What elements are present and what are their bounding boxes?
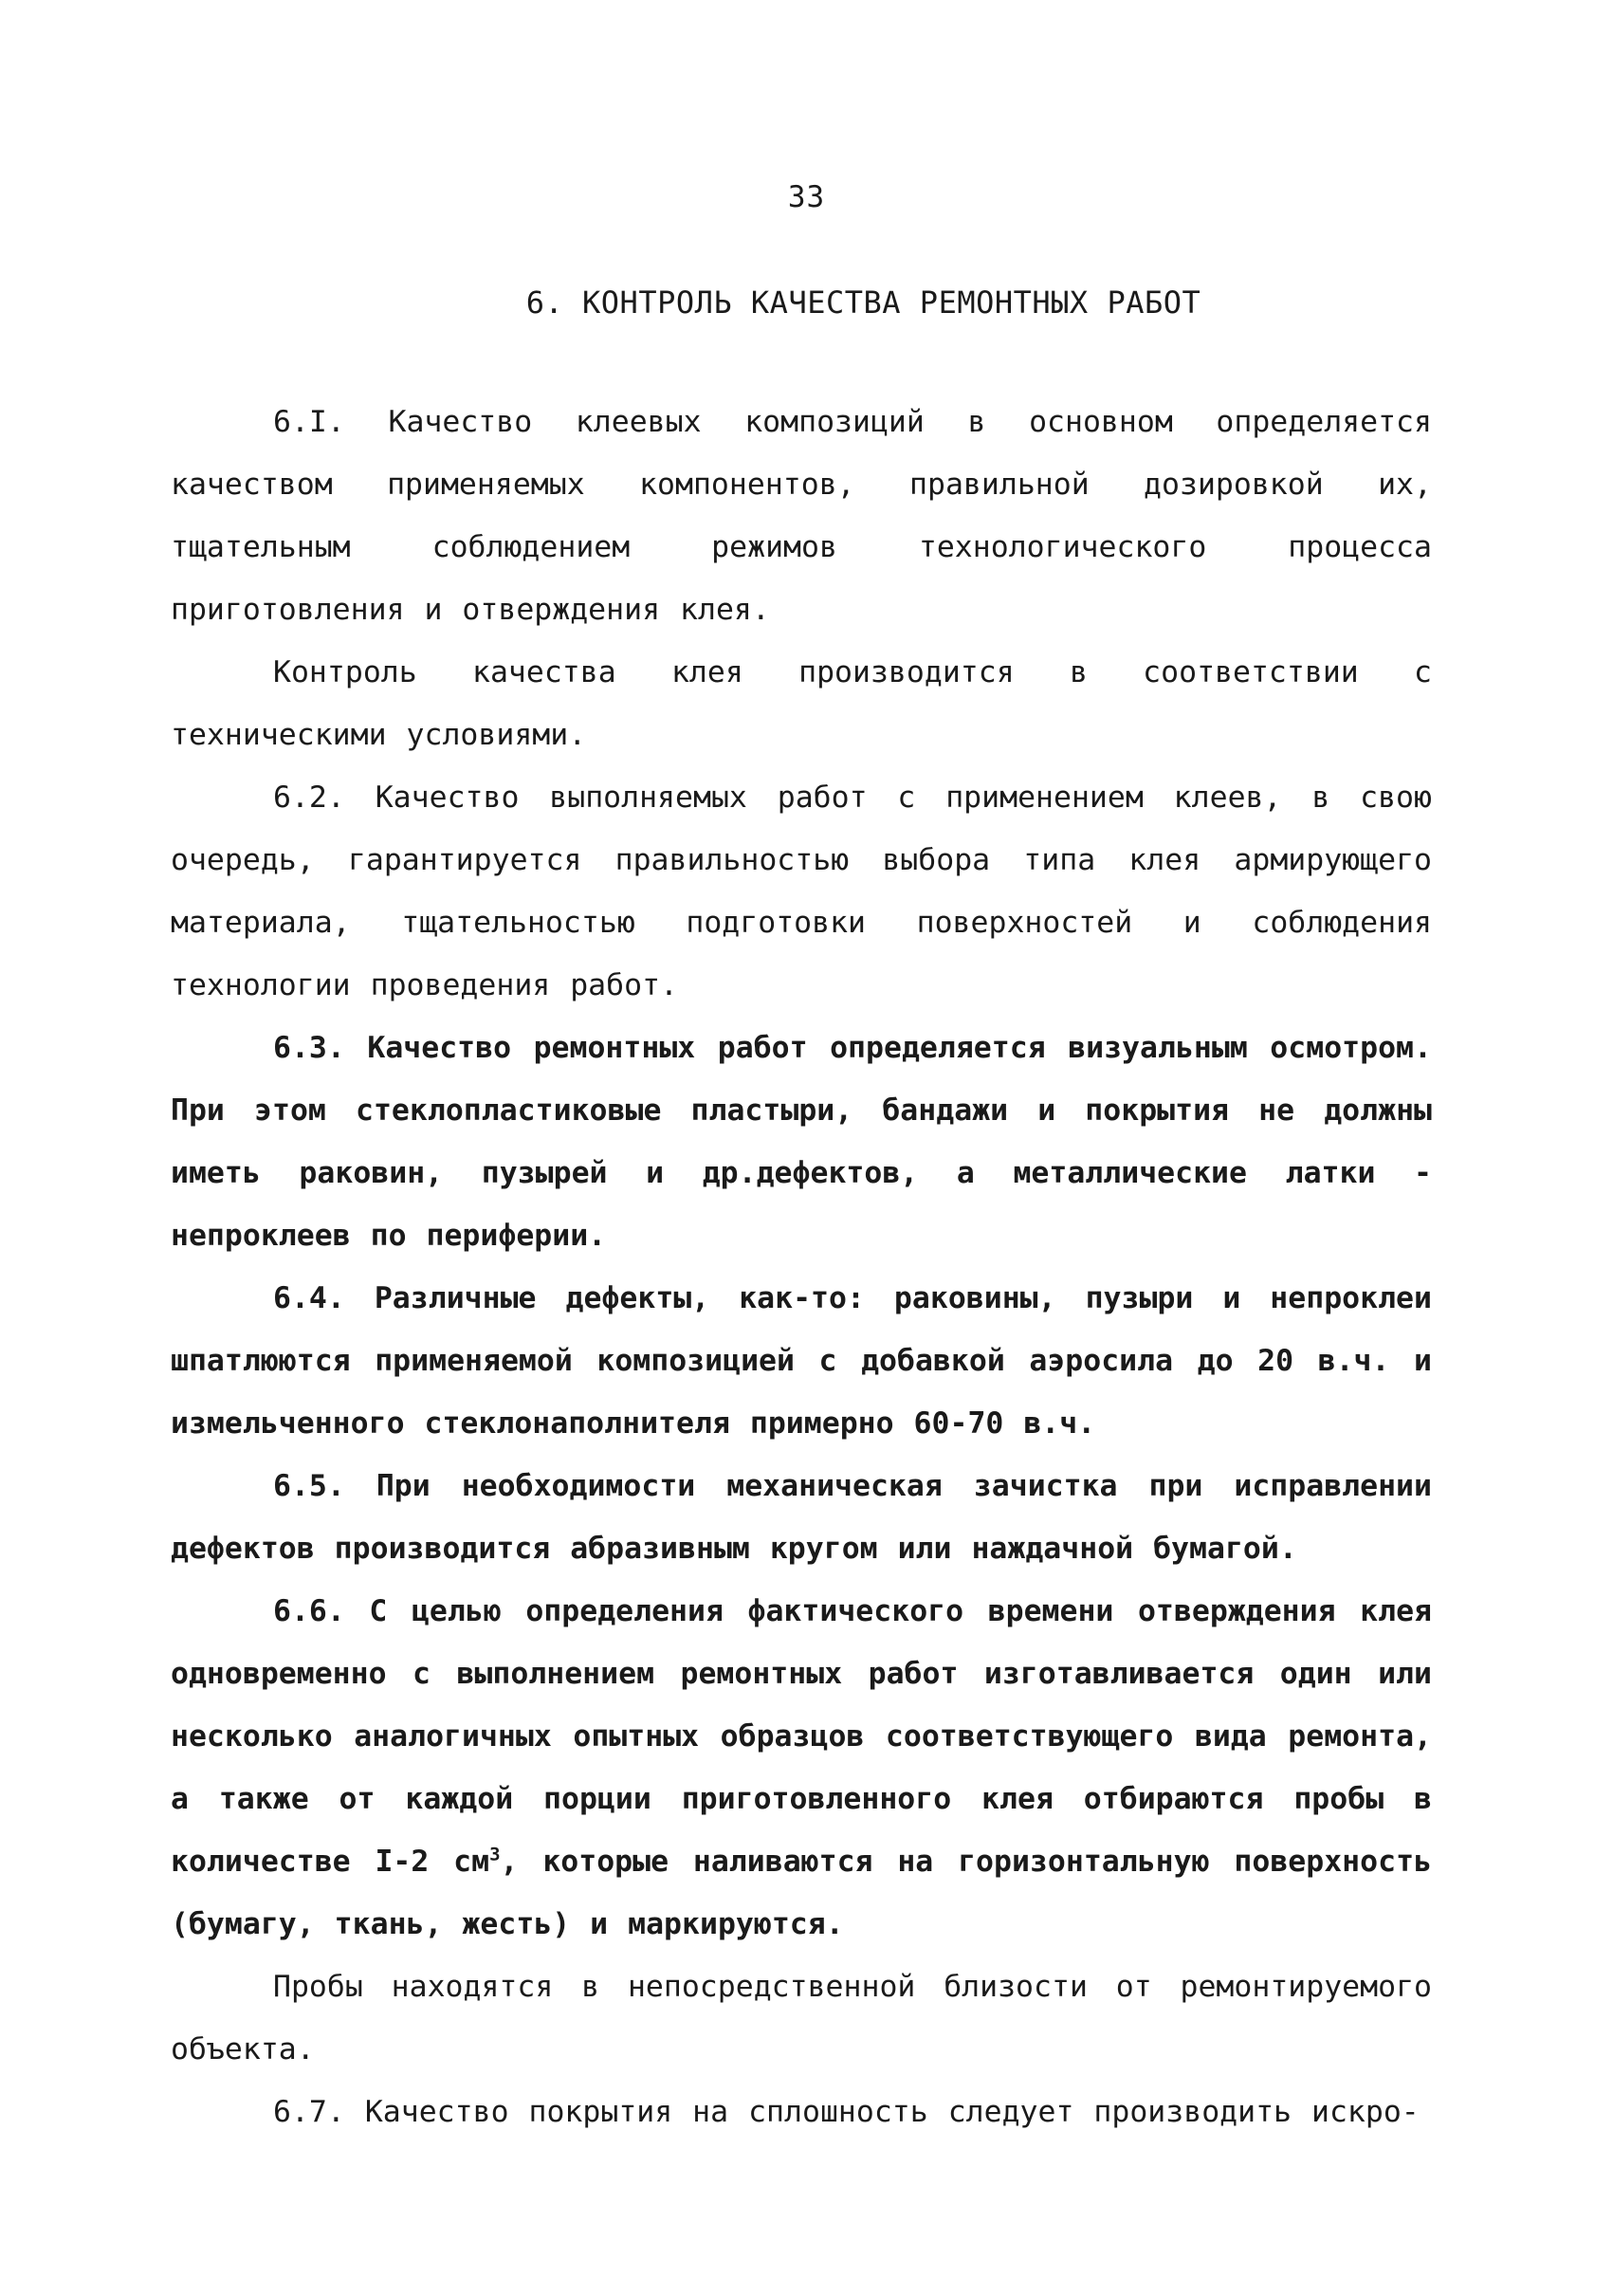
paragraph-6-6-text-end: , которые наливаются на горизонтальную поверхность (бумагу, ткань, жесть) и маркируются. xyxy=(171,1845,1432,1941)
paragraph-6-1: 6.I. Качество клеевых композиций в основном определяется качеством применяемых компонентов, правильной дозировкой их, тщательным соблюдением режимов технологического процесса приготовления и отверждения клея. xyxy=(171,405,1432,627)
paragraph-6-2: 6.2. Качество выполняемых работ с применением клеев, в свою очередь, гарантируется правильностью выбора типа клея армирующего материала, тщательностью подготовки поверхностей и соблюдения технологии проведения работ. xyxy=(171,781,1432,1002)
paragraph-glue-control: Контроль качества клея производится в соответствии с техническими условиями. xyxy=(171,655,1432,752)
paragraph-6-5: 6.5. При необходимости механическая зачистка при исправлении дефектов производится абразивным кругом или наждачной бумагой. xyxy=(171,1469,1432,1566)
paragraph-6-4: 6.4. Различные дефекты, как-то: раковины, пузыри и непроклеи шпатлюются применяемой композицией с добавкой аэросила до 20 в.ч. и измельченного стеклонаполнителя примерно 60-70 в.ч. xyxy=(171,1281,1432,1441)
section-title: 6. КОНТРОЛЬ КАЧЕСТВА РЕМОНТНЫХ РАБОТ xyxy=(525,285,1201,321)
paragraph-6-6-text: 6.6. С целью определения фактического времени отверждения клея одновременно с выполнением ремонтных работ изготавливается один или несколько аналогичных опытных образцов соответствующего вида ремонта, а также от каждой порции приготовленного клея отбираются пробы в количестве I-2 см xyxy=(171,1594,1432,1879)
paragraph-6-3: 6.3. Качество ремонтных работ определяется визуальным осмотром. При этом стеклопластиковые пластыри, бандажи и покрытия не должны иметь раковин, пузырей и др.дефектов, а металлические латки - непроклеев по периферии. xyxy=(171,1031,1432,1253)
paragraph-samples: Пробы находятся в непосредственной близости от ремонтируемого объекта. xyxy=(171,1970,1432,2066)
page-number: 33 xyxy=(787,180,826,214)
body-text xyxy=(171,391,1432,2143)
paragraph-6-7: 6.7. Качество покрытия на сплошность следует производить искро- xyxy=(273,2095,1420,2129)
cubic-superscript: 3 xyxy=(489,1844,501,1865)
paragraph-6-6 xyxy=(171,1580,1432,1956)
